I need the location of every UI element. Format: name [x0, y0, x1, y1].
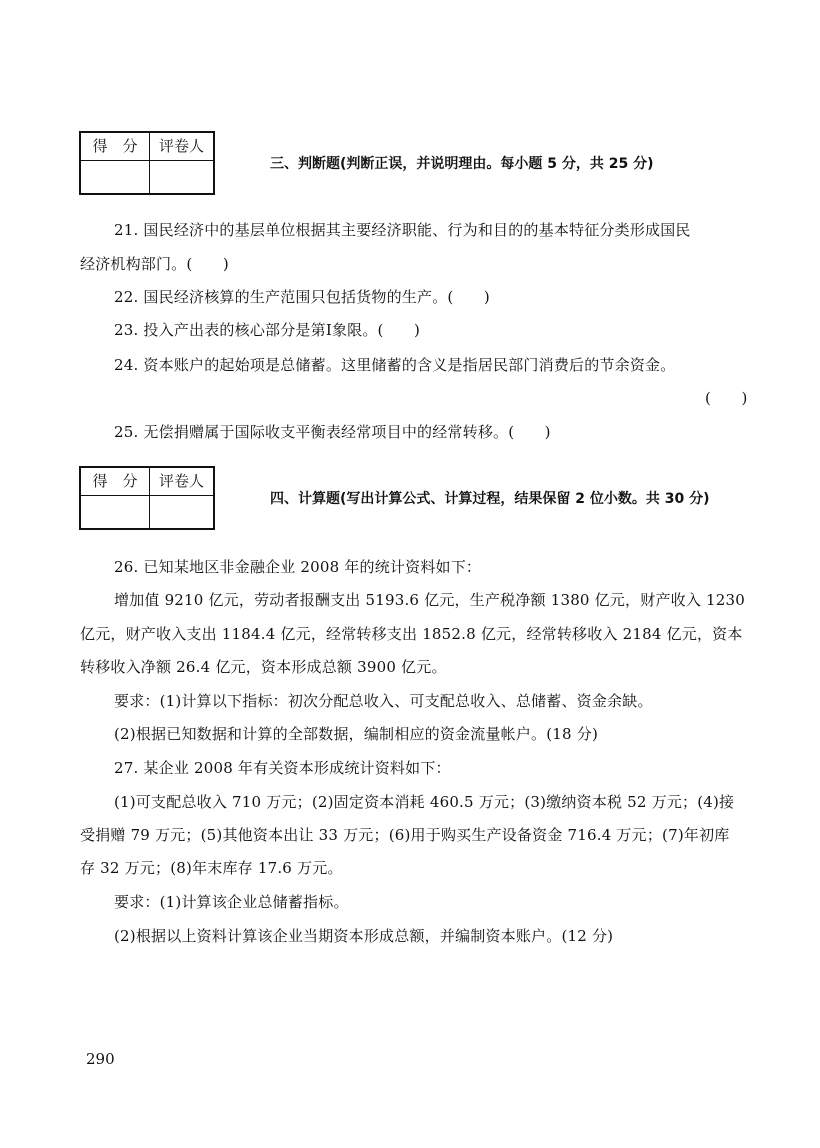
section3-title: 三、判断题(判断正误，并说明理由。每小题 5 分，共 25 分) [270, 156, 654, 172]
grader-entry-cell [150, 496, 213, 528]
score-entry-cell [81, 496, 150, 528]
section4-title: 四、计算题(写出计算公式、计算过程，结果保留 2 位小数。共 30 分) [270, 491, 710, 507]
score-box-section4 [79, 466, 215, 530]
question-24-answer-blank: ( ) [705, 389, 748, 407]
grader-label: 评卷人 [150, 133, 213, 161]
score-label: 得 分 [81, 468, 150, 496]
score-box-section3 [79, 131, 215, 195]
score-label: 得 分 [81, 133, 150, 161]
question-25: 25. 无偿捐赠属于国际收支平衡表经常项目中的经常转移。( ) [114, 423, 551, 441]
question-27-intro: 27. 某企业 2008 年有关资本形成统计资料如下： [114, 759, 451, 777]
question-26-data-line3: 转移收入净额 26.4 亿元，资本形成总额 3900 亿元。 [80, 658, 447, 676]
question-21-line1: 21. 国民经济中的基层单位根据其主要经济职能、行为和目的的基本特征分类形成国民 [114, 221, 691, 239]
question-26-requirement-1: 要求：(1)计算以下指标：初次分配总收入、可支配总收入、总储蓄、资金余缺。 [114, 692, 653, 710]
question-27-data-line3: 存 32 万元；(8)年末库存 17.6 万元。 [80, 859, 343, 877]
question-27-data-line2: 受捐赠 79 万元；(5)其他资本出让 33 万元；(6)用于购买生产设备资金 716.4 万元；(7)年初库 [80, 826, 730, 844]
question-26-data-line1: 增加值 9210 亿元，劳动者报酬支出 5193.6 亿元，生产税净额 1380 亿元，财产收入 1230 [114, 591, 745, 609]
page-number: 290 [86, 1050, 115, 1068]
question-24-line1: 24. 资本账户的起始项是总储蓄。这里储蓄的含义是指居民部门消费后的节余资金。 [114, 356, 676, 374]
question-26-intro: 26. 已知某地区非金融企业 2008 年的统计资料如下： [114, 558, 482, 576]
question-27-requirement-1: 要求：(1)计算该企业总储蓄指标。 [114, 893, 349, 911]
grader-label: 评卷人 [150, 468, 213, 496]
question-22: 22. 国民经济核算的生产范围只包括货物的生产。( ) [114, 288, 490, 306]
question-26-data-line2: 亿元，财产收入支出 1184.4 亿元，经常转移支出 1852.8 亿元，经常转移收入 2184 亿元，资本 [80, 625, 743, 643]
question-27-requirement-2: (2)根据以上资料计算该企业当期资本形成总额，并编制资本账户。(12 分) [114, 927, 614, 945]
question-21-line2: 经济机构部门。( ) [80, 255, 229, 273]
question-23: 23. 投入产出表的核心部分是第Ⅰ象限。( ) [114, 321, 421, 339]
question-26-requirement-2: (2)根据已知数据和计算的全部数据，编制相应的资金流量帐户。(18 分) [114, 725, 599, 743]
score-entry-cell [81, 161, 150, 193]
question-27-data-line1: (1)可支配总收入 710 万元；(2)固定资本消耗 460.5 万元；(3)缴纳资本税 52 万元；(4)接 [114, 793, 735, 811]
grader-entry-cell [150, 161, 213, 193]
